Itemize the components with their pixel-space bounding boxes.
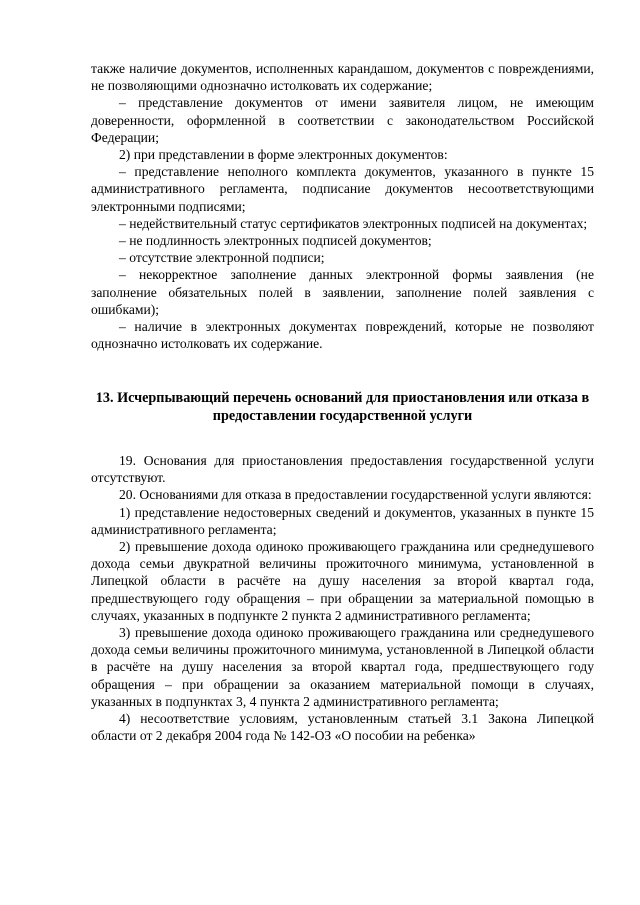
paragraph: 20. Основаниями для отказа в предоставлении государственной услуги являются: (119, 487, 592, 503)
section-heading: 13. Исчерпывающий перечень оснований для приостановления или отказа в предоставлении государственной услуги (95, 390, 590, 425)
list-item: – не подлинность электронных подписей документов; (119, 233, 432, 249)
list-item: 2) превышение дохода одиноко проживающего гражданина или среднедушевого дохода семьи двукратной величины прожиточного минимума, установленной в Липецкой области в расчёте на душу населения за второй квартал года, предшествующего году обращения – при обращении за материальной помощью в случаях, указанных в подпункте 2 пункта 2 административного регламента; (91, 539, 594, 623)
list-item: – недействительный статус сертификатов электронных подписей на документах; (119, 215, 588, 231)
list-item: – некорректное заполнение данных электронной формы заявления (не заполнение обязательных полей в заявлении, заполнение полей заявления с ошибками); (91, 267, 594, 317)
list-item: – представление неполного комплекта документов, указанного в пункте 15 административного регламента, подписание документов несоответствующими электронными подписями; (91, 164, 594, 214)
list-item: 2) при представлении в форме электронных документов: (119, 147, 448, 163)
list-item: 1) представление недостоверных сведений и документов, указанных в пункте 15 административного регламента; (91, 504, 594, 537)
list-item: 4) несоответствие условиям, установленным статьей 3.1 Закона Липецкой области от 2 декабря 2004 года № 142-ОЗ «О пособии на ребенка» (91, 711, 594, 744)
paragraph-continuation: также наличие документов, исполненных карандашом, документов с повреждениями, не позволяющими однозначно истолковать их содержание; (91, 61, 594, 94)
list-item: – представление документов от имени заявителя лицом, не имеющим доверенности, оформленной в соответствии с законодательством Российской Федерации; (91, 95, 594, 145)
paragraph: 19. Основания для приостановления предоставления государственной услуги отсутствуют. (91, 453, 594, 486)
list-item: 3) превышение дохода одиноко проживающего гражданина или среднедушевого дохода семьи величины прожиточного минимума, установленной в Липецкой области в расчёте на душу населения за второй квартал года, предшествующего году обращения – при обращении за оказанием материальной помощи в случаях, указанных в подпунктах 3, 4 пункта 2 административного регламента; (91, 625, 594, 709)
list-item: – отсутствие электронной подписи; (119, 250, 325, 266)
list-item: – наличие в электронных документах повреждений, которые не позволяют однозначно истолковать их содержание. (91, 319, 594, 352)
